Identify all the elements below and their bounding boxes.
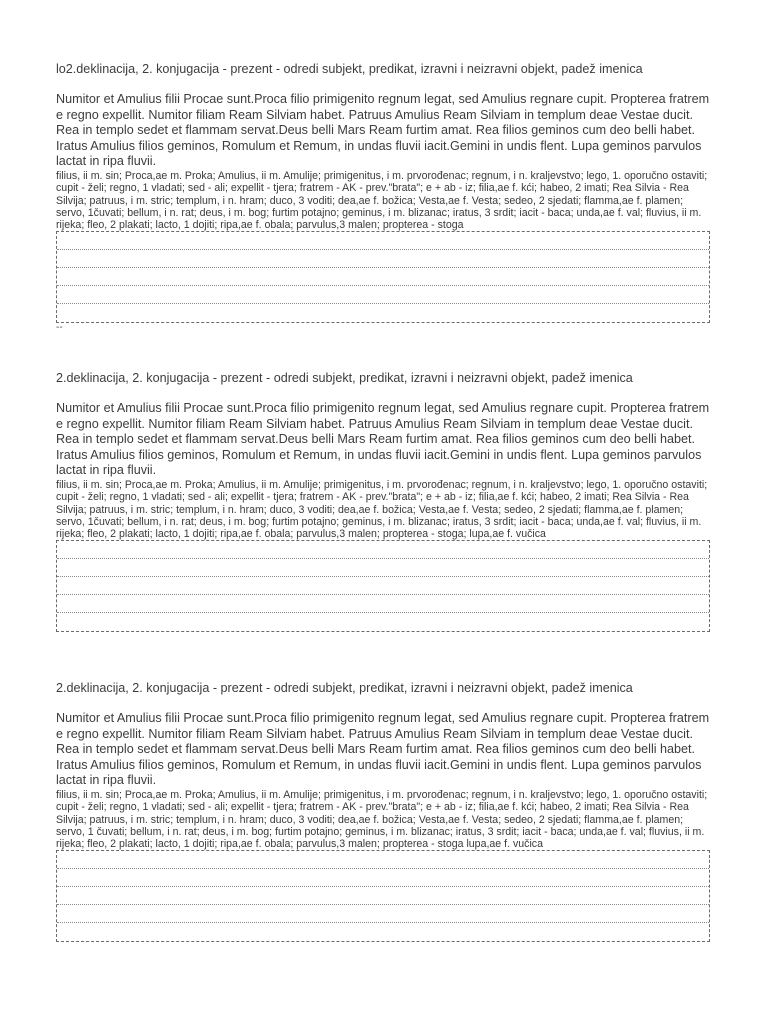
- answer-line[interactable]: [57, 595, 709, 613]
- exercise-heading: 2.deklinacija, 2. konjugacija - prezent - odredi subjekt, predikat, izravni i neizravni objekt, padež imenica: [56, 371, 633, 385]
- answer-line[interactable]: [57, 905, 709, 923]
- answer-line[interactable]: [57, 250, 709, 268]
- latin-passage: Numitor et Amulius filii Procae sunt.Proca filio primigenito regnum legat, sed Amulius regnare cupit. Propterea fratrem e regno expellit. Numitor filiam Ream Silviam habet. Patruus Amulius Ream Silviam in templum deae Vestae ducit. Rea in templo sedet et flammam servat.Deus belli Mars Ream furtim amat. Rea filios geminos cum deo belli habet. Iratus Amulius filios geminos, Romulum et Remum, in undas fluvii iacit.Gemini in undis flent. Lupa geminos parvulos lactat in ripa fluvii.: [56, 92, 710, 169]
- exercise-heading: 2.deklinacija, 2. konjugacija - prezent - odredi subjekt, predikat, izravni i neizravni objekt, padež imenica: [56, 681, 633, 695]
- answer-lines[interactable]: [56, 231, 710, 323]
- answer-line[interactable]: [57, 232, 709, 250]
- latin-passage: Numitor et Amulius filii Procae sunt.Proca filio primigenito regnum legat, sed Amulius regnare cupit. Propterea fratrem e regno expellit. Numitor filiam Ream Silviam habet. Patruus Amulius Ream Silviam in templum deae Vestae ducit. Rea in templo sedet et flammam servat.Deus belli Mars Ream furtim amat. Rea filios geminos cum deo belli habet. Iratus Amulius filios geminos, Romulum et Remum, in undas fluvii iacit.Gemini in undis flent. Lupa geminos parvulos lactat in ripa fluvii.: [56, 711, 710, 788]
- answer-line[interactable]: [57, 613, 709, 631]
- exercise-section-3: [56, 680, 712, 942]
- answer-line[interactable]: [57, 304, 709, 322]
- answer-line[interactable]: [57, 577, 709, 595]
- latin-passage: Numitor et Amulius filii Procae sunt.Proca filio primigenito regnum legat, sed Amulius regnare cupit. Propterea fratrem e regno expellit. Numitor filiam Ream Silviam habet. Patruus Amulius Ream Silviam in templum deae Vestae ducit. Rea in templo sedet et flammam servat.Deus belli Mars Ream furtim amat. Rea filios geminos cum deo belli habet. Iratus Amulius filios geminos, Romulum et Remum, in undas fluvii iacit.Gemini in undis flent. Lupa geminos parvulos lactat in ripa fluvii.: [56, 401, 710, 478]
- answer-line[interactable]: [57, 887, 709, 905]
- answer-lines[interactable]: [56, 540, 710, 632]
- exercise-section-1: [56, 61, 712, 333]
- answer-line[interactable]: [57, 923, 709, 941]
- answer-lines[interactable]: [56, 850, 710, 942]
- answer-line[interactable]: [57, 559, 709, 577]
- answer-line[interactable]: [57, 268, 709, 286]
- answer-line[interactable]: [57, 286, 709, 304]
- vocabulary-list: filius, ii m. sin; Proca,ae m. Proka; Amulius, ii m. Amulije; primigenitus, i m. prvorođenac; regnum, i n. kraljevstvo; lego, 1. oporučno ostaviti; cupit - želi; regno, 1 vladati; sed - ali; expellit - tjera; fratrem - AK - prev."brata"; e + ab - iz; filia,ae f. kći; habeo, 2 imati; Rea Silvia - Rea Silvija; patruus, i m. stric; templum, i n. hram; duco, 3 voditi; dea,ae f. božica; Vesta,ae f. Vesta; sedeo, 2 sjedati; flamma,ae f. plamen; servo, 1 čuvati; bellum, i n. rat; deus, i m. bog; furtim potajno; geminus, i m. blizanac; iratus, 3 srdit; iacit - baca; unda,ae f. val; fluvius, ii m. rijeka; fleo, 2 plakati; lacto, 1 dojiti; ripa,ae f. obala; parvulus,3 malen; propterea - stoga lupa,ae f. vučica: [56, 788, 708, 851]
- vocabulary-list: filius, ii m. sin; Proca,ae m. Proka; Amulius, ii m. Amulije; primigenitus, i m. prvorođenac; regnum, i n. kraljevstvo; lego, 1. oporučno ostaviti; cupit - želi; regno, 1 vladati; sed - ali; expellit - tjera; fratrem - AK - prev."brata"; e + ab - iz; filia,ae f. kći; habeo, 2 imati; Rea Silvia - Rea Silvija; patruus, i m. stric; templum, i n. hram; duco, 3 voditi; dea,ae f. božica; Vesta,ae f. Vesta; sedeo, 2 sjedati; flamma,ae f. plamen; servo, 1čuvati; bellum, i n. rat; deus, i m. bog; furtim potajno; geminus, i m. blizanac; iratus, 3 srdit; iacit - baca; unda,ae f. val; fluvius, ii m. rijeka; fleo, 2 plakati; lacto, 1 dojiti; ripa,ae f. obala; parvulus,3 malen; propterea - stoga: [56, 169, 708, 232]
- answer-line[interactable]: [57, 869, 709, 887]
- exercise-heading: lo2.deklinacija, 2. konjugacija - prezent - odredi subjekt, predikat, izravni i neizravni objekt, padež imenica: [56, 62, 643, 76]
- section-separator: --: [56, 322, 63, 334]
- exercise-section-2: [56, 370, 712, 632]
- answer-line[interactable]: [57, 851, 709, 869]
- vocabulary-list: filius, ii m. sin; Proca,ae m. Proka; Amulius, ii m. Amulije; primigenitus, i m. prvorođenac; regnum, i n. kraljevstvo; lego, 1. oporučno ostaviti; cupit - želi; regno, 1 vladati; sed - ali; expellit - tjera; fratrem - AK - prev."brata"; e + ab - iz; filia,ae f. kći; habeo, 2 imati; Rea Silvia - Rea Silvija; patruus, i m. stric; templum, i n. hram; duco, 3 voditi; dea,ae f. božica; Vesta,ae f. Vesta; sedeo, 2 sjedati; flamma,ae f. plamen; servo, 1čuvati; bellum, i n. rat; deus, i m. bog; furtim potajno; geminus, i m. blizanac; iratus, 3 srdit; iacit - baca; unda,ae f. val; fluvius, ii m. rijeka; fleo, 2 plakati; lacto, 1 dojiti; ripa,ae f. obala; parvulus,3 malen; propterea - stoga; lupa,ae f. vučica: [56, 478, 708, 541]
- answer-line[interactable]: [57, 541, 709, 559]
